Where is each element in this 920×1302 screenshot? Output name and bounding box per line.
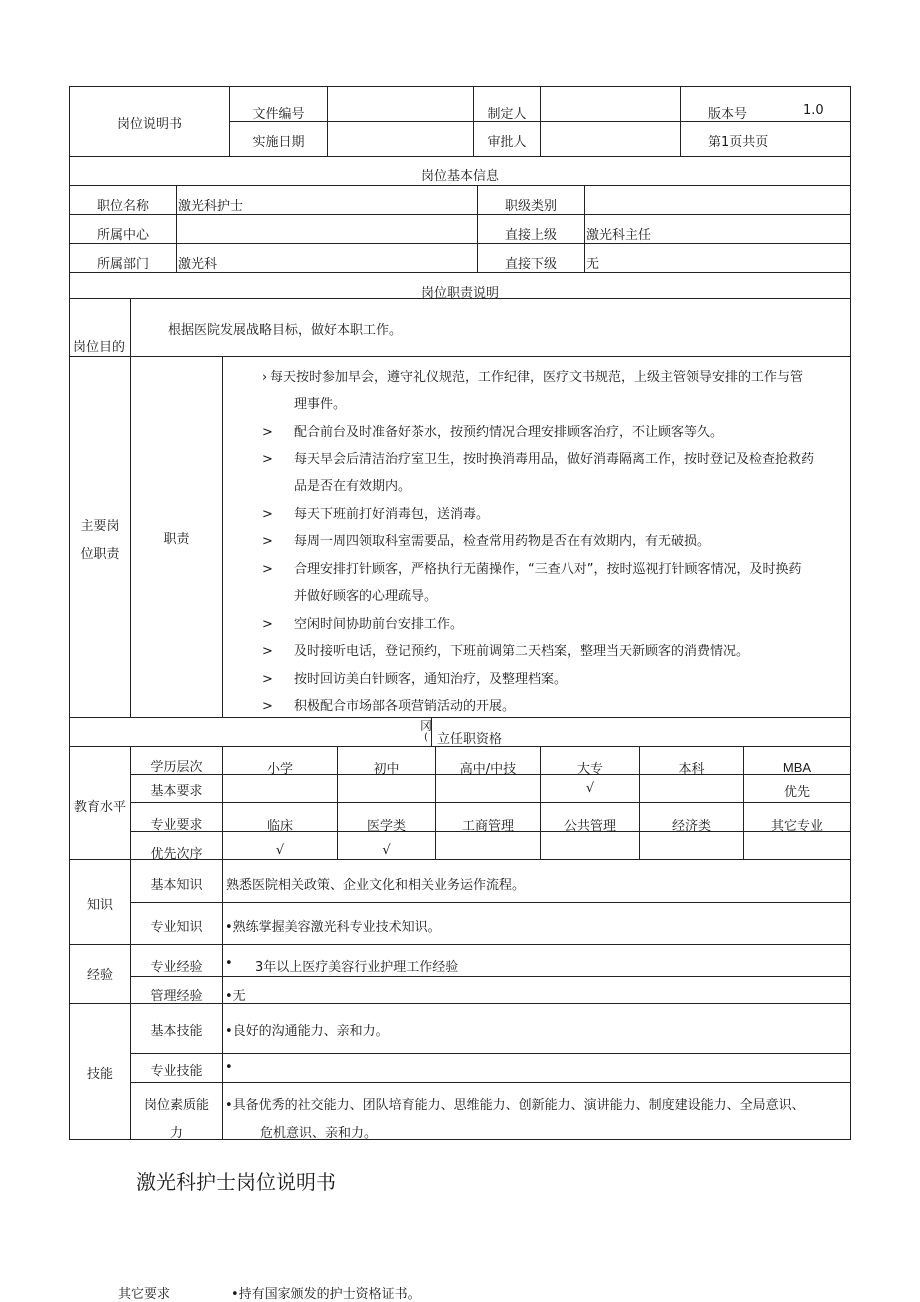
mgmt-exp: •无 <box>225 989 246 1004</box>
pro-exp-bullet: • <box>225 956 233 971</box>
chevron-right-icon: > <box>262 534 273 549</box>
major-cell: 公共管理 <box>563 819 616 834</box>
version-value: 1.0 <box>803 103 824 118</box>
duty-item <box>262 556 852 610</box>
level-cell: 本科 <box>678 762 705 777</box>
level-cell: MBA <box>782 760 812 775</box>
level-cell: 大专 <box>576 762 603 777</box>
basic-req-cell: 优先 <box>783 785 810 800</box>
basic-req-cell: √ <box>585 781 595 796</box>
page-info: 第1页共页 <box>708 135 769 150</box>
duty-text-continued: 理事件。 <box>294 397 347 412</box>
duty-label: 职责 <box>163 532 190 547</box>
main-duty-label-2: 位职责 <box>80 547 120 562</box>
pro-exp: 3年以上医疗美容行业护理工作经验 <box>255 960 459 975</box>
chevron-right-icon: > <box>262 425 273 440</box>
level-cell: 高中/中技 <box>459 762 517 777</box>
subordinate: 无 <box>586 257 600 272</box>
major-label: 专业要求 <box>150 818 203 833</box>
duty-text: 空闲时间协助前台安排工作。 <box>294 617 464 632</box>
major-cell: 医学类 <box>366 819 406 834</box>
duty-item <box>262 528 852 555</box>
arrow-marker-icon: › <box>262 370 268 385</box>
chevron-right-icon: > <box>262 617 273 632</box>
duty-text: 按时回访美白针顾客，通知治疗，及整理档案。 <box>294 672 568 687</box>
major-cell: 其它专业 <box>770 819 823 834</box>
basic-knowledge-label: 基本知识 <box>150 878 203 893</box>
pro-exp-label: 专业经验 <box>150 960 203 975</box>
duty-item <box>262 446 852 500</box>
dept-label: 所属部门 <box>96 257 149 272</box>
file-no-label: 文件编号 <box>252 107 305 122</box>
version-label: 版本号 <box>708 107 748 122</box>
duty-item <box>262 693 852 720</box>
position-name-label: 职位名称 <box>96 199 149 214</box>
center-label: 所属中心 <box>96 228 149 243</box>
priority-cell: √ <box>382 843 391 858</box>
doc-title: 激光科护士岗位说明书 <box>136 1170 336 1194</box>
quality-line-2: 危机意识、亲和力。 <box>260 1126 378 1141</box>
main-duty-label-1: 主要岗 <box>80 519 120 534</box>
basic-knowledge: 熟悉医院相关政策、企业文化和相关业务运作流程。 <box>226 878 526 893</box>
major-cell: 经济类 <box>671 819 711 834</box>
mgmt-exp-label: 管理经验 <box>150 989 203 1004</box>
dept: 激光科 <box>178 257 218 272</box>
chevron-right-icon: > <box>262 699 273 714</box>
purpose-label: 岗位目的 <box>73 340 126 355</box>
duty-item <box>262 364 852 418</box>
pro-skill-label: 专业技能 <box>150 1064 203 1079</box>
quality-label-1: 岗位素质能 <box>143 1098 209 1113</box>
duty-item <box>262 666 852 693</box>
pro-knowledge: •熟练掌握美容激光科专业技术知识。 <box>225 920 441 935</box>
superior: 激光科主任 <box>586 228 652 243</box>
level-cell: 初中 <box>373 762 400 777</box>
duty-text: 每天早会后清洁治疗室卫生，按时换消毒用品，做好消毒隔离工作，按时登记及检查抢救药 <box>294 452 815 467</box>
chevron-right-icon: > <box>262 507 273 522</box>
qual-title-frag-1: 冈 <box>420 719 433 733</box>
major-cell: 工商管理 <box>461 819 514 834</box>
knowledge-label: 知识 <box>86 898 113 913</box>
quality-line-1: •具备优秀的社交能力、团队培育能力、思维能力、创新能力、演讲能力、制度建设能力、全局意识、 <box>225 1098 805 1113</box>
level-cell: 小学 <box>266 762 293 777</box>
quality-label-2: 力 <box>169 1126 183 1141</box>
duty-text: 积极配合市场部各项营销活动的开展。 <box>294 699 516 714</box>
superior-label: 直接上级 <box>504 228 557 243</box>
impl-date-label: 实施日期 <box>252 135 305 150</box>
duty-text: 合理安排打针顾客，严格执行无菌操作，“三查八对”，按时巡视打针顾客情况，及时换药 <box>294 562 802 577</box>
duty-item <box>262 419 852 446</box>
experience-label: 经验 <box>86 968 113 983</box>
chevron-right-icon: > <box>262 562 273 577</box>
purpose: 根据医院发展战略目标，做好本职工作。 <box>168 323 403 338</box>
pro-knowledge-label: 专业知识 <box>150 920 203 935</box>
chevron-right-icon: > <box>262 452 273 467</box>
edu-label: 教育水平 <box>73 800 126 815</box>
duty-text: 及时接听电话，登记预约，下班前调第二天档案，整理当天新顾客的消费情况。 <box>294 644 750 659</box>
priority-label: 优先次序 <box>150 847 203 862</box>
basic-skill: •良好的沟通能力、亲和力。 <box>225 1024 389 1039</box>
approver-label: 审批人 <box>487 135 527 150</box>
skill-label: 技能 <box>86 1067 113 1082</box>
priority-cell: √ <box>275 843 285 858</box>
chevron-right-icon: > <box>262 672 273 687</box>
duty-text: 配合前台及时准备好茶水，按预约情况合理安排顾客治疗，不让顾客等久。 <box>294 425 724 440</box>
chevron-right-icon: > <box>262 644 273 659</box>
basic-info-title: 岗位基本信息 <box>420 169 499 184</box>
qual-title: 立任职资格 <box>437 732 503 747</box>
levels-label: 学历层次 <box>150 760 203 775</box>
qual-title-frag-2: ( <box>424 732 428 743</box>
position-name: 激光科护士 <box>178 199 244 214</box>
doc-name: 岗位说明书 <box>116 117 182 132</box>
duty-item <box>262 611 852 638</box>
duty-item <box>262 501 852 528</box>
pro-skill: • <box>225 1060 233 1075</box>
duty-text-continued: 并做好顾客的心理疏导。 <box>294 589 438 604</box>
duty-text-continued: 品是否在有效期内。 <box>294 479 412 494</box>
duty-text: 每周一周四领取科室需要品，检查常用药物是否在有效期内，有无破损。 <box>294 534 711 549</box>
duty-text: 每天下班前打好消毒包，送消毒。 <box>294 507 490 522</box>
grade-label: 职级类别 <box>504 199 557 214</box>
subordinate-label: 直接下级 <box>504 257 557 272</box>
major-cell: 临床 <box>266 819 293 834</box>
duty-text: 每天按时参加早会，遵守礼仪规范，工作纪律，医疗文书规范，上级主管领导安排的工作与管 <box>270 370 804 385</box>
basic-skill-label: 基本技能 <box>150 1024 203 1039</box>
other-req-label: 其它要求 <box>118 1287 171 1302</box>
maker-label: 制定人 <box>487 107 527 122</box>
basic-req-label: 基本要求 <box>150 784 203 799</box>
other-req: •持有国家颁发的护士资格证书。 <box>231 1287 421 1302</box>
duty-item <box>262 638 852 665</box>
duties-title: 岗位职责说明 <box>420 286 499 301</box>
